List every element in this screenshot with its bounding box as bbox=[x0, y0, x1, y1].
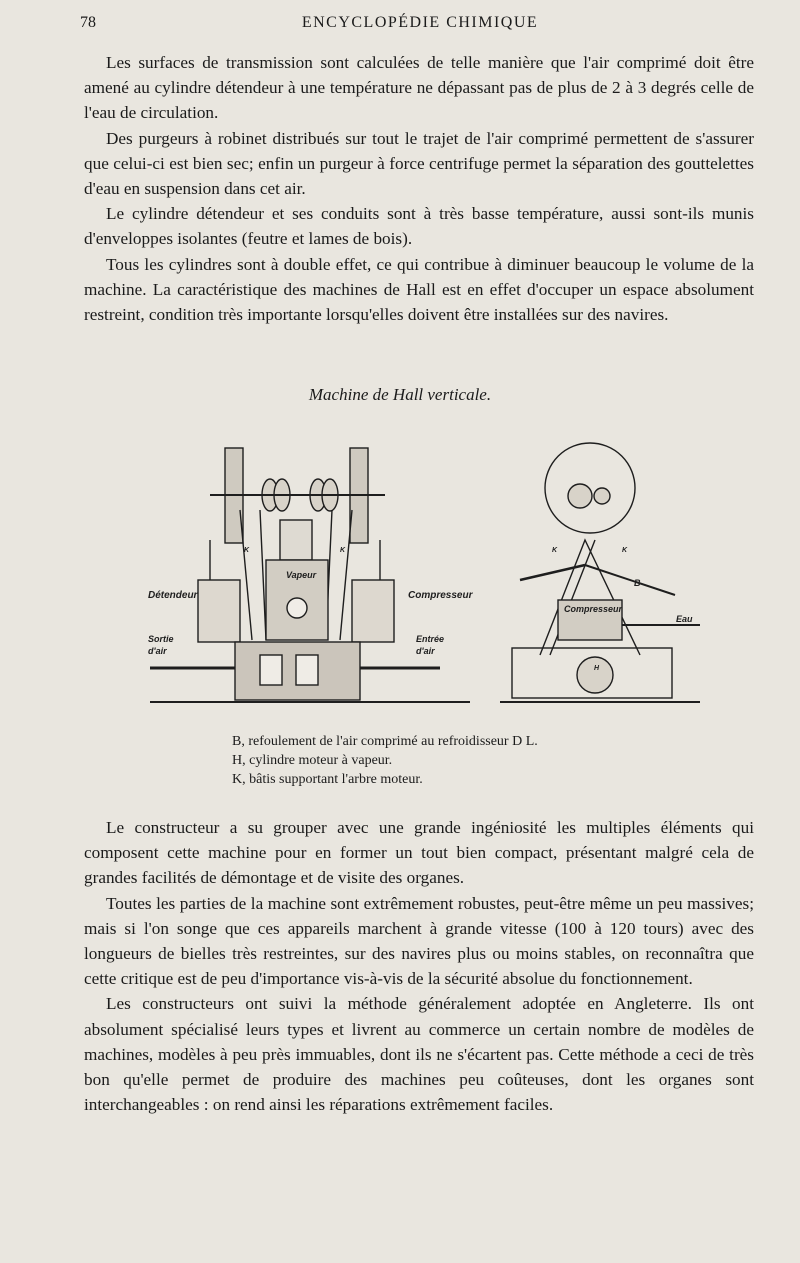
legend-item: K, bâtis supportant l'arbre moteur. bbox=[232, 772, 423, 787]
label-b: B bbox=[634, 578, 641, 588]
label-sortie-air-1: Sortie bbox=[148, 634, 174, 644]
label-eau: Eau bbox=[676, 614, 693, 624]
label-entree-air-2: d'air bbox=[416, 646, 435, 656]
page-number: 78 bbox=[80, 14, 96, 31]
label-h: H bbox=[594, 665, 600, 672]
legend-item: B, refoulement de l'air comprimé au refroidisseur D L. bbox=[232, 734, 538, 749]
figure-caption: Machine de Hall verticale. bbox=[308, 385, 492, 404]
running-title: ENCYCLOPÉDIE CHIMIQUE bbox=[301, 14, 539, 31]
bottom-text-block bbox=[84, 815, 754, 1117]
label-compresseur-side: Compresseur bbox=[564, 604, 623, 614]
label-vapeur: Vapeur bbox=[286, 570, 317, 580]
label-k-side-left: K bbox=[552, 547, 558, 554]
label-detendeur: Détendeur bbox=[148, 590, 198, 601]
paragraph: Toutes les parties de la machine sont extrêmement robustes, peut-être même un peu massives; mais si l'on songe que ces appareils marchent à grande vitesse (100 à 120 tours) avec des longueurs de bielles très restreintes, sur des navires plus ou moins stables, on reconnaîtra que cette critique est de peu d'importance vis-à-vis de la sécurité absolue du fonctionnement. bbox=[84, 893, 754, 989]
figure-legend bbox=[232, 732, 652, 789]
paragraph: Le cylindre détendeur et ses conduits sont à très basse température, aussi sont-ils munis d'enveloppes isolantes (feutre et lames de bois). bbox=[84, 204, 754, 249]
legend-item: H, cylindre moteur à vapeur. bbox=[232, 753, 393, 768]
label-sortie-air-2: d'air bbox=[148, 646, 167, 656]
machine-illustration bbox=[140, 430, 720, 720]
paragraph: Les constructeurs ont suivi la méthode généralement adoptée en Angleterre. Ils ont absolument spécialisé leurs types et livrent au commerce un certain nombre de modèles de machines, modèles à peu près immuables, dont ils ne s'écartent pas. Cette méthode a ceci de très bon qu'elle permet de produire des machines peu coûteuses, dont les organes sont interchangeables : on rend ainsi les réparations extrêmement faciles. bbox=[84, 994, 754, 1115]
page-header bbox=[80, 14, 760, 40]
label-compresseur: Compresseur bbox=[408, 590, 473, 601]
label-k-side-right: K bbox=[622, 547, 628, 554]
paragraph: Tous les cylindres sont à double effet, ce qui contribue à diminuer beaucoup le volume de la machine. La caractéristique des machines de Hall est en effet d'occuper un espace absolument restreint, condition très importante lorsqu'elles doivent être installées sur des navires. bbox=[84, 254, 754, 325]
paragraph: Les surfaces de transmission sont calculées de telle manière que l'air comprimé doit être amené au cylindre détendeur à une température ne dépassant pas de plus de 2 à 3 degrés celle de l'eau de circulation. bbox=[84, 53, 754, 123]
label-k-right: K bbox=[340, 547, 346, 554]
label-entree-air-1: Entrée bbox=[416, 634, 445, 644]
paragraph: Des purgeurs à robinet distribués sur tout le trajet de l'air comprimé permettent de s'assurer que celui-ci est bien sec; enfin un purgeur à force centrifuge permet la séparation des gouttelettes d'eau en suspension dans cet air. bbox=[84, 128, 754, 199]
paragraph: Le constructeur a su grouper avec une grande ingéniosité les multiples éléments qui composent cette machine pour en former un tout bien compact, présentant malgré cela de grandes facilités de démontage et de visite des organes. bbox=[84, 818, 754, 888]
label-k-left: K bbox=[244, 547, 250, 554]
top-text-block bbox=[84, 50, 754, 327]
